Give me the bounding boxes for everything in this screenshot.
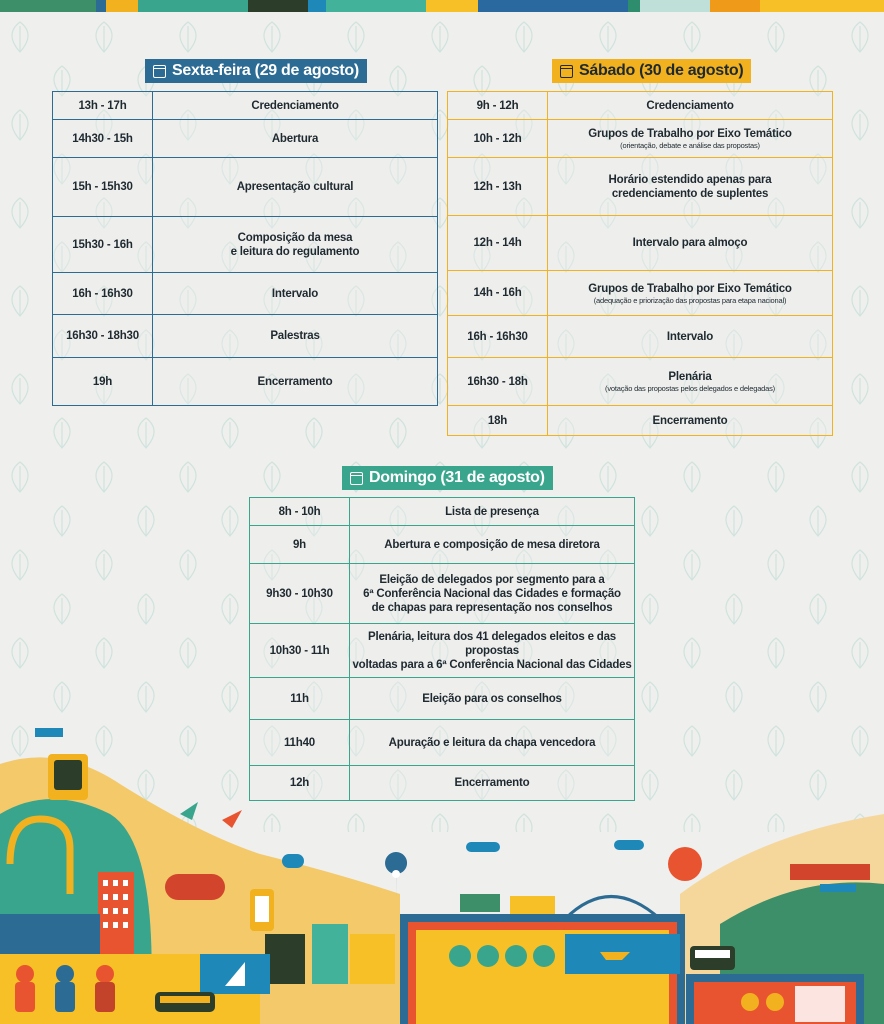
leaf-icon — [726, 594, 742, 624]
schedule-activity — [548, 406, 833, 436]
schedule-activity — [153, 120, 438, 158]
schedule-activity — [548, 216, 833, 271]
leaf-icon — [54, 594, 70, 624]
saturday-schedule-table — [447, 91, 833, 436]
schedule-row — [250, 766, 635, 801]
schedule-activity — [350, 720, 635, 766]
activity-label: Intervalo — [666, 330, 714, 343]
leaf-icon — [12, 550, 28, 580]
leaf-icon — [852, 462, 868, 492]
schedule-activity — [350, 624, 635, 678]
schedule-row — [448, 216, 833, 271]
strip-segment — [640, 0, 710, 12]
leaf-icon — [264, 22, 280, 52]
leaf-icon — [390, 418, 406, 448]
leaf-icon — [684, 462, 700, 492]
friday-schedule-table — [52, 91, 438, 406]
activity-label: Apresentação cultural — [236, 181, 354, 193]
sunday-title-text: Domingo (31 de agosto) — [369, 469, 545, 486]
schedule-row — [250, 678, 635, 720]
leaf-icon — [768, 550, 784, 580]
leaf-icon — [222, 506, 238, 536]
leaf-icon — [852, 22, 868, 52]
schedule-time: 14h - 16h — [448, 271, 548, 316]
schedule-row — [53, 217, 438, 273]
leaf-icon — [516, 22, 532, 52]
activity-label: Encerramento — [257, 375, 333, 388]
schedule-time: 15h - 15h30 — [53, 158, 153, 217]
schedule-row — [53, 120, 438, 158]
schedule-activity — [153, 158, 438, 217]
strip-segment — [710, 0, 760, 12]
saturday-title-text: Sábado (30 de agosto) — [579, 62, 744, 79]
schedule-time: 16h - 16h30 — [448, 316, 548, 358]
strip-segment — [760, 0, 884, 12]
schedule-activity — [350, 526, 635, 564]
top-color-strip — [0, 0, 884, 12]
leaf-icon — [222, 418, 238, 448]
schedule-row — [250, 720, 635, 766]
strip-segment — [96, 0, 106, 12]
leaf-icon — [138, 418, 154, 448]
leaf-icon — [12, 110, 28, 140]
leaf-icon — [96, 550, 112, 580]
activity-label: Grupos de Trabalho por Eixo Temático — [588, 128, 792, 140]
calendar-icon — [560, 65, 573, 78]
leaf-icon — [12, 374, 28, 404]
sunday-title — [342, 466, 553, 490]
leaf-icon — [12, 638, 28, 668]
schedule-time: 9h30 - 10h30 — [250, 564, 350, 624]
leaf-icon — [138, 506, 154, 536]
strip-segment — [478, 0, 628, 12]
activity-note: (votação das propostas pelos delegados e delegadas) — [605, 384, 775, 393]
leaf-icon — [810, 594, 826, 624]
schedule-activity — [548, 120, 833, 158]
schedule-time: 16h30 - 18h — [448, 358, 548, 406]
activity-label: Encerramento — [652, 414, 728, 427]
leaf-icon — [684, 638, 700, 668]
friday-title — [145, 59, 367, 83]
leaf-icon — [306, 418, 322, 448]
schedule-activity — [350, 564, 635, 624]
schedule-time: 11h — [250, 678, 350, 720]
activity-label: Grupos de Trabalho por Eixo Temático — [588, 282, 792, 295]
strip-segment — [106, 0, 138, 12]
strip-segment — [0, 0, 96, 12]
schedule-row — [53, 158, 438, 217]
leaf-icon — [348, 22, 364, 52]
leaf-icon — [180, 638, 196, 668]
leaf-icon — [96, 22, 112, 52]
leaf-icon — [768, 462, 784, 492]
leaf-icon — [852, 110, 868, 140]
leaf-icon — [138, 682, 154, 712]
schedule-activity — [548, 158, 833, 216]
schedule-row — [53, 273, 438, 315]
activity-label: Plenária, leitura dos 41 delegados eleitos e das propostas voltadas para a 6ª Conferência Nacional das Cidades — [352, 630, 632, 671]
schedule-time: 9h - 12h — [448, 92, 548, 120]
schedule-time: 12h — [250, 766, 350, 801]
friday-title-text: Sexta-feira (29 de agosto) — [172, 62, 359, 79]
schedule-time: 9h — [250, 526, 350, 564]
activity-label: Credenciamento — [646, 99, 734, 112]
leaf-icon — [96, 462, 112, 492]
schedule-time: 8h - 10h — [250, 498, 350, 526]
activity-label: Eleição de delegados por segmento para a 6ª Conferência Nacional das Cidades e formação de chapas para representação nos conselhos — [363, 573, 621, 614]
leaf-icon — [642, 594, 658, 624]
schedule-activity — [548, 358, 833, 406]
schedule-time: 16h - 16h30 — [53, 273, 153, 315]
saturday-title — [552, 59, 751, 83]
schedule-row — [448, 406, 833, 436]
leaf-icon — [180, 462, 196, 492]
leaf-icon — [642, 506, 658, 536]
leaf-icon — [432, 22, 448, 52]
leaf-icon — [768, 638, 784, 668]
schedule-time: 12h - 13h — [448, 158, 548, 216]
activity-label: Apuração e leitura da chapa vencedora — [388, 736, 596, 749]
leaf-icon — [222, 682, 238, 712]
leaf-icon — [810, 506, 826, 536]
leaf-icon — [180, 550, 196, 580]
calendar-icon — [350, 472, 363, 485]
schedule-activity — [153, 315, 438, 358]
schedule-activity — [153, 92, 438, 120]
sunday-schedule-table — [249, 497, 635, 801]
leaf-icon — [642, 682, 658, 712]
strip-segment — [326, 0, 426, 12]
leaf-icon — [54, 682, 70, 712]
leaf-icon — [600, 462, 616, 492]
schedule-time: 19h — [53, 358, 153, 406]
calendar-icon — [153, 65, 166, 78]
leaf-icon — [180, 22, 196, 52]
leaf-icon — [600, 22, 616, 52]
activity-label: Lista de presença — [445, 505, 539, 518]
schedule-row — [250, 498, 635, 526]
activity-label: Eleição para os conselhos — [422, 692, 562, 705]
schedule-row — [250, 624, 635, 678]
activity-label: Horário estendido apenas para credenciamento de suplentes — [608, 173, 772, 200]
strip-segment — [138, 0, 248, 12]
leaf-icon — [810, 682, 826, 712]
strip-segment — [308, 0, 326, 12]
leaf-icon — [12, 462, 28, 492]
activity-note: (orientação, debate e análise das propostas) — [620, 141, 760, 150]
leaf-icon — [96, 638, 112, 668]
leaf-icon — [12, 286, 28, 316]
schedule-time: 10h30 - 11h — [250, 624, 350, 678]
strip-segment — [426, 0, 478, 12]
schedule-time: 12h - 14h — [448, 216, 548, 271]
leaf-icon — [726, 506, 742, 536]
schedule-row — [53, 315, 438, 358]
schedule-time: 16h30 - 18h30 — [53, 315, 153, 358]
schedule-row — [448, 358, 833, 406]
schedule-row — [448, 158, 833, 216]
leaf-icon — [684, 22, 700, 52]
leaf-icon — [852, 286, 868, 316]
activity-label: Intervalo — [271, 287, 319, 300]
schedule-row — [250, 564, 635, 624]
schedule-activity — [153, 273, 438, 315]
schedule-row — [448, 316, 833, 358]
schedule-activity — [350, 766, 635, 801]
schedule-row — [448, 120, 833, 158]
schedule-row — [53, 358, 438, 406]
schedule-row — [53, 92, 438, 120]
strip-segment — [628, 0, 640, 12]
leaf-icon — [726, 682, 742, 712]
activity-label: Credenciamento — [251, 99, 339, 112]
leaf-icon — [54, 506, 70, 536]
schedule-activity — [548, 316, 833, 358]
schedule-time: 15h30 - 16h — [53, 217, 153, 273]
schedule-time: 18h — [448, 406, 548, 436]
schedule-row — [448, 271, 833, 316]
leaf-icon — [12, 22, 28, 52]
schedule-time: 14h30 - 15h — [53, 120, 153, 158]
activity-label: Abertura e composição de mesa diretora — [384, 538, 600, 551]
activity-label: Intervalo para almoço — [632, 237, 748, 249]
leaf-icon — [852, 374, 868, 404]
schedule-time: 11h40 — [250, 720, 350, 766]
leaf-icon — [768, 22, 784, 52]
activity-label: Plenária — [668, 371, 712, 383]
schedule-time: 13h - 17h — [53, 92, 153, 120]
leaf-icon — [852, 638, 868, 668]
leaf-icon — [12, 198, 28, 228]
activity-note: (adequação e priorização das propostas para etapa nacional) — [593, 295, 787, 305]
schedule-activity — [548, 271, 833, 316]
schedule-activity — [548, 92, 833, 120]
schedule-row — [448, 92, 833, 120]
schedule-activity — [350, 678, 635, 720]
activity-label: Abertura — [271, 132, 319, 145]
activity-label: Palestras — [270, 330, 320, 342]
schedule-row — [250, 526, 635, 564]
strip-segment — [248, 0, 308, 12]
schedule-activity — [350, 498, 635, 526]
leaf-icon — [264, 462, 280, 492]
leaf-icon — [852, 198, 868, 228]
leaf-icon — [222, 594, 238, 624]
leaf-icon — [138, 594, 154, 624]
schedule-time: 10h - 12h — [448, 120, 548, 158]
schedule-activity — [153, 217, 438, 273]
leaf-icon — [684, 550, 700, 580]
activity-label: Composição da mesa e leitura do regulamento — [230, 231, 360, 258]
activity-label: Encerramento — [454, 777, 530, 789]
schedule-activity — [153, 358, 438, 406]
leaf-icon — [852, 550, 868, 580]
leaf-icon — [54, 418, 70, 448]
